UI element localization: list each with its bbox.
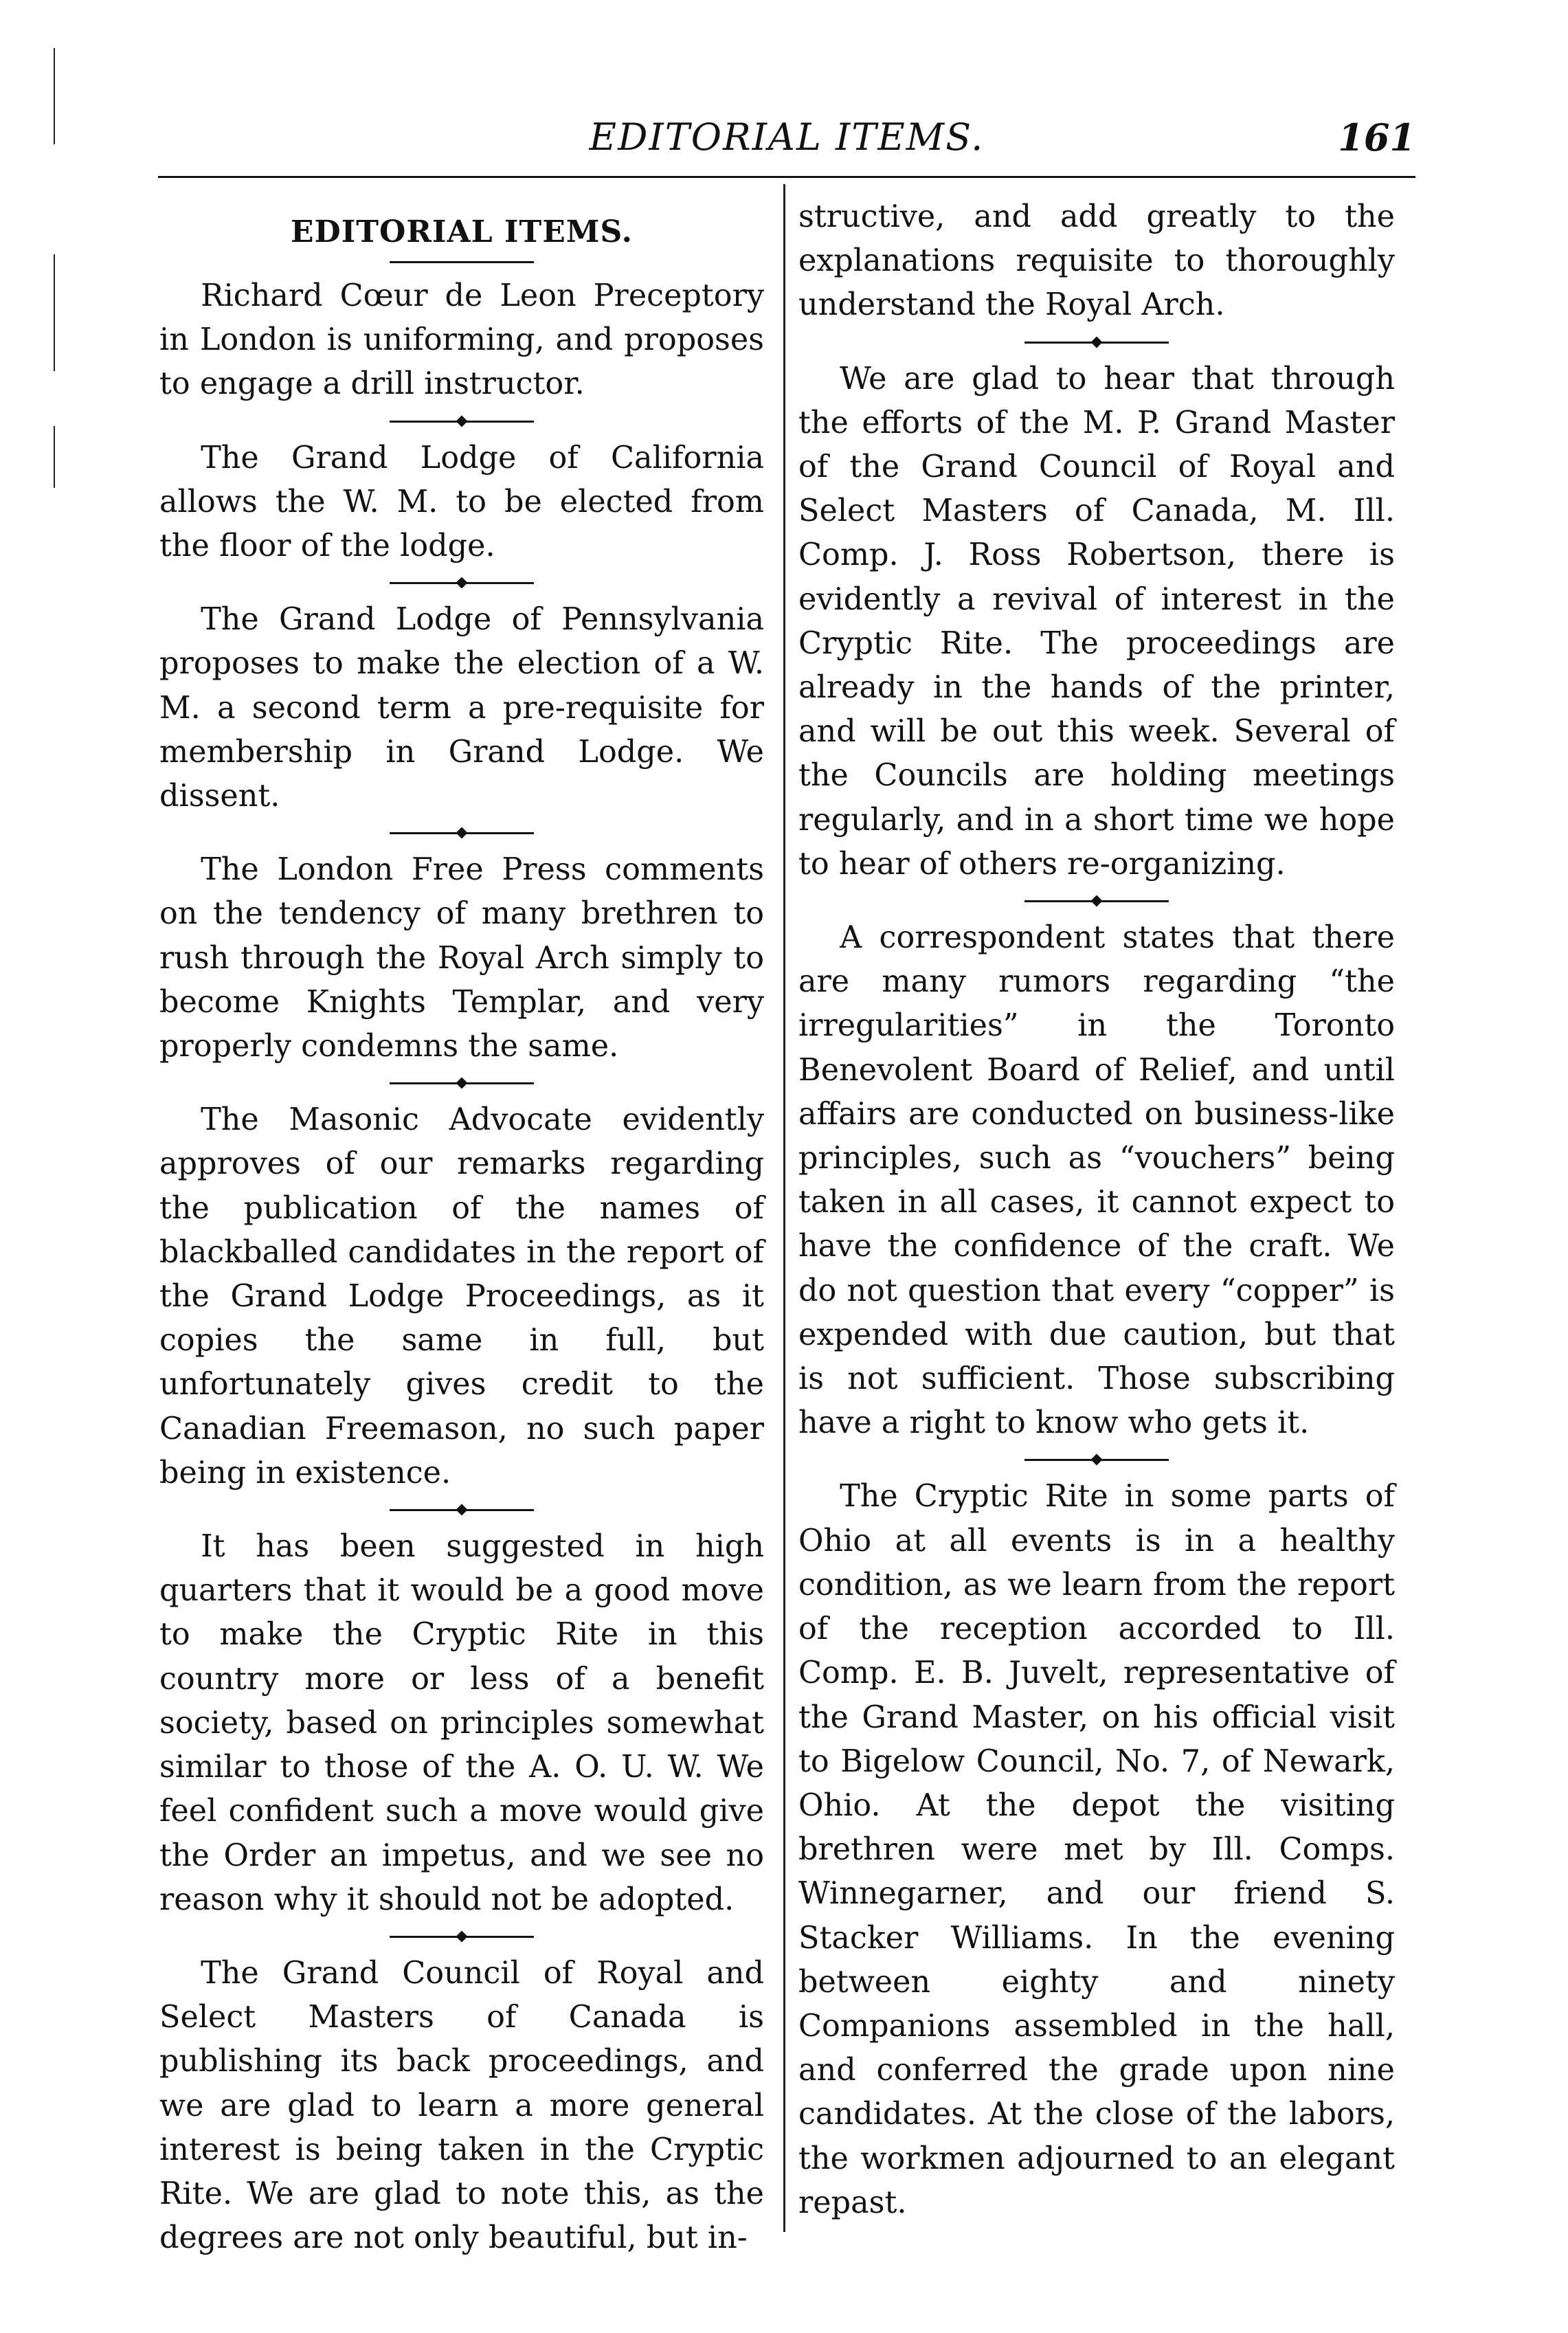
separator-rule <box>390 421 534 423</box>
paragraph: The Masonic Advocate evidently approves of our remarks regarding the publication of the names of blackballed candidates in the report of the Grand Lodge Proceedings, as it copies the same in full, but unfortunately gives credit to the Canadian Freemason, no such paper being in existence. <box>159 1102 764 1491</box>
separator-rule <box>390 261 534 263</box>
right-column <box>798 186 1395 2225</box>
paragraph-continuation: structive, and add greatly to the explanations requisite to thoroughly understand the Royal Arch. <box>798 199 1395 323</box>
paragraph: The Grand Lodge of Pennsylvania proposes to make the election of a W. M. a second term a pre-requisite for membership in Grand Lodge. We dissent. <box>159 602 764 814</box>
paragraph: Richard Cœur de Leon Preceptory in London is uniforming, and proposes to engage a drill instructor. <box>159 278 764 402</box>
separator-rule <box>390 1509 534 1511</box>
running-header-title: EDITORIAL ITEMS. <box>589 115 985 159</box>
scan-edge-line <box>54 426 55 488</box>
separator-rule <box>1024 1459 1169 1461</box>
header-rule <box>158 176 1415 178</box>
separator-rule <box>390 832 534 834</box>
running-header <box>158 115 1415 170</box>
paragraph: The Grand Council of Royal and Select Masters of Canada is publishing its back proceedings, and we are glad to learn a more general interest is being taken in the Cryptic Rite. We are glad to note this, as the degrees are not only beautiful, but in- <box>159 1955 764 2256</box>
paragraph: It has been suggested in high quarters that it would be a good move to make the Cryptic Rite in this country more or less of a benefit society, based on principles somewhat similar to those of the A. O. U. W. We feel confident such a move would give the Order an impetus, and we see no reason why it should not be adopted. <box>159 1529 764 1917</box>
paragraph: The Cryptic Rite in some parts of Ohio at all events is in a healthy condition, as we learn from the report of the reception accorded to Ill. Comp. E. B. Juvelt, representative of the Grand Master, on his official visit to Bigelow Council, No. 7, of Newark, Ohio. At the depot the visiting brethren were met by Ill. Comps. Winnegarner, and our friend S. Stacker Williams. In the evening between eighty and ninety Companions assembled in the hall, and conferred the grade upon nine candidates. At the close of the labors, the workmen adjourned to an elegant repast. <box>798 1479 1395 2220</box>
paragraph: We are glad to hear that through the efforts of the M. P. Grand Master of the Grand Council of Royal and Select Masters of Canada, M. Ill. Comp. J. Ross Robertson, there is evidently a revival of interest in the Cryptic Rite. The proceedings are already in the hands of the printer, and will be out this week. Several of the Councils are holding meetings regularly, and in a short time we hope to hear of others re-organizing. <box>798 361 1395 882</box>
separator-rule <box>1024 900 1169 902</box>
separator-rule <box>390 582 534 584</box>
paragraph: The Grand Lodge of California allows the W. M. to be elected from the floor of the lodge. <box>159 440 764 564</box>
scan-edge-line <box>54 254 55 371</box>
paragraph: A correspondent states that there are many rumors regarding “the irregularities” in the Toronto Benevolent Board of Relief, and until affairs are conducted on business-like principles, such as “vouchers” being taken in all cases, it cannot expect to have the confidence of the craft. We do not question that every “copper” is expended with due caution, but that is not sufficient. Those subscribing have a right to know who gets it. <box>798 920 1395 1441</box>
scan-edge-line <box>54 48 55 144</box>
column-divider <box>783 184 785 2232</box>
section-title: EDITORIAL ITEMS. <box>291 214 633 249</box>
separator-rule <box>390 1082 534 1084</box>
separator-rule <box>1024 342 1169 344</box>
page-number: 161 <box>1338 115 1415 159</box>
paragraph: The London Free Press comments on the tendency of many brethren to rush through the Royal Arch simply to become Knights Templar, and very properly condemns the same. <box>159 852 764 1064</box>
left-column <box>159 186 764 2260</box>
separator-rule <box>390 1936 534 1938</box>
